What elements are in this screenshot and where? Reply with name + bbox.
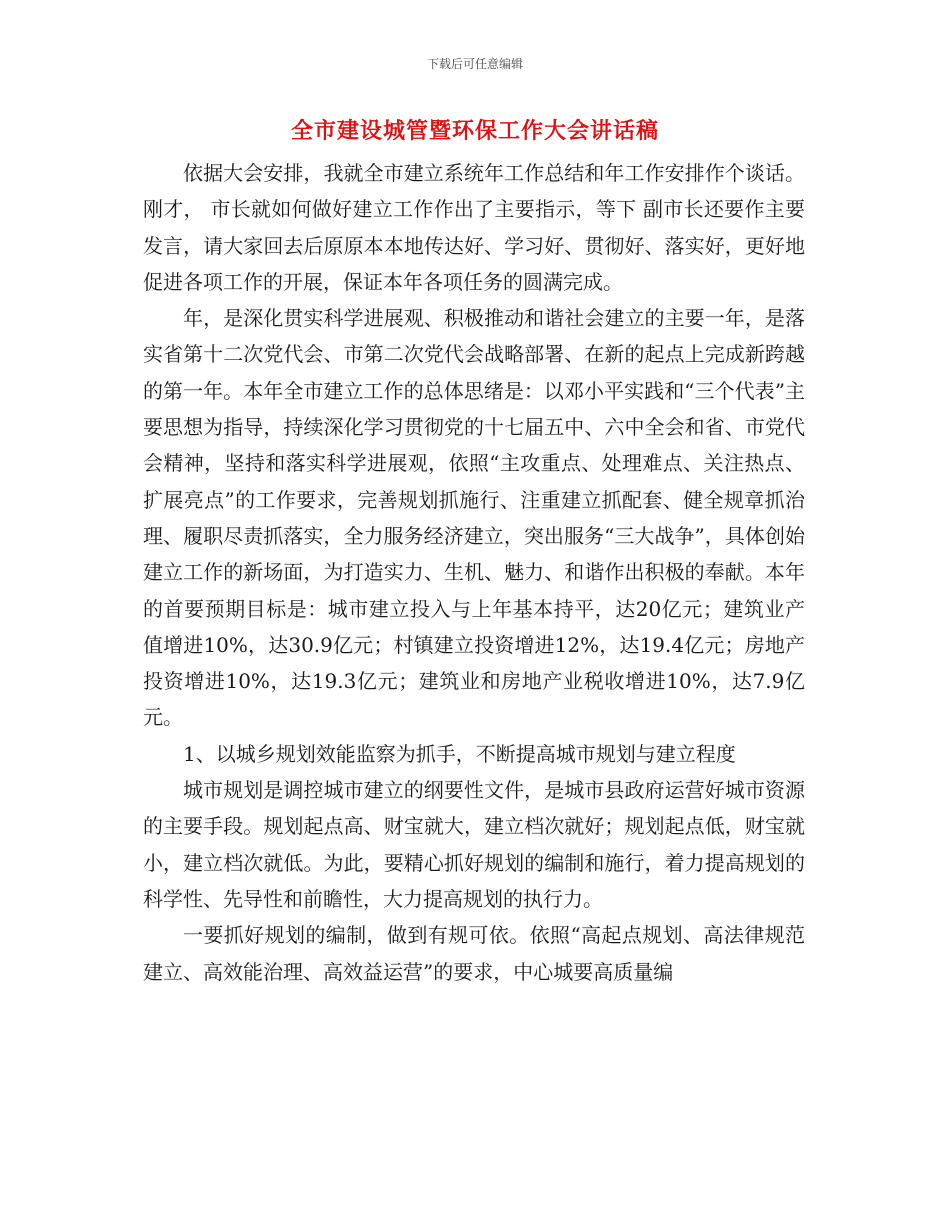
paragraph-intro: 依据大会安排，我就全市建立系统年工作总结和年工作安排作个谈话。刚才， 市长就如何做好建立工作作出了主要指示，等下 副市长还要作主要发言，请大家回去后原原本本地传达好、学习好、贯彻好、落实好，更好地促进各项工作的开展，保证本年各项任务的圆满完成。	[143, 161, 805, 294]
paragraph-planning: 城市规划是调控城市建立的纲要性文件，是城市县政府运营好城市资源的主要手段。规划起点高、财宝就大，建立档次就好；规划起点低，财宝就小，建立档次就低。为此，要精心抓好规划的编制和施行，着力提高规划的科学性、先导性和前瞻性，大力提高规划的执行力。	[143, 778, 805, 911]
header-note: 下载后可任意编辑	[426, 57, 523, 71]
paragraph-planning-first: 一要抓好规划的编制，做到有规可依。依照“高起点规划、高法律规范建立、高效能治理、高效益运营”的要求，中心城要高质量编	[143, 923, 805, 984]
paragraph-overview: 年，是深化贯实科学进展观、积极推动和谐社会建立的主要一年，是落实省第十二次党代会、市第二次党代会战略部署、在新的起点上完成新跨越的第一年。本年全市建立工作的总体思绪是：以邓小平实践和“三个代表”主要思想为指导，持续深化学习贯彻党的十七届五中、六中全会和省、市党代会精神，坚持和落实科学进展观，依照“主攻重点、处理难点、关注热点、扩展亮点”的工作要求，完善规划抓施行、注重建立抓配套、健全规章抓治理、履职尽责抓落实，全力服务经济建立，突出服务“三大战争”，具体创始建立工作的新场面，为打造实力、生机、魅力、和谐作出积极的奉献。本年的首要预期目标是：城市建立投入与上年基本持平，达20亿元；建筑业产值增进10%，达30.9亿元；村镇建立投资增进12%，达19.4亿元；房地产投资增进10%，达19.3亿元；建筑业和房地产业税收增进10%，达7.9亿元。	[143, 306, 805, 730]
document-body	[143, 155, 805, 990]
document-title: 全市建设城管暨环保工作大会讲话稿	[290, 119, 659, 144]
section-heading-1: 1、以城乡规划效能监察为抓手，不断提高城市规划与建立程度	[183, 741, 736, 766]
